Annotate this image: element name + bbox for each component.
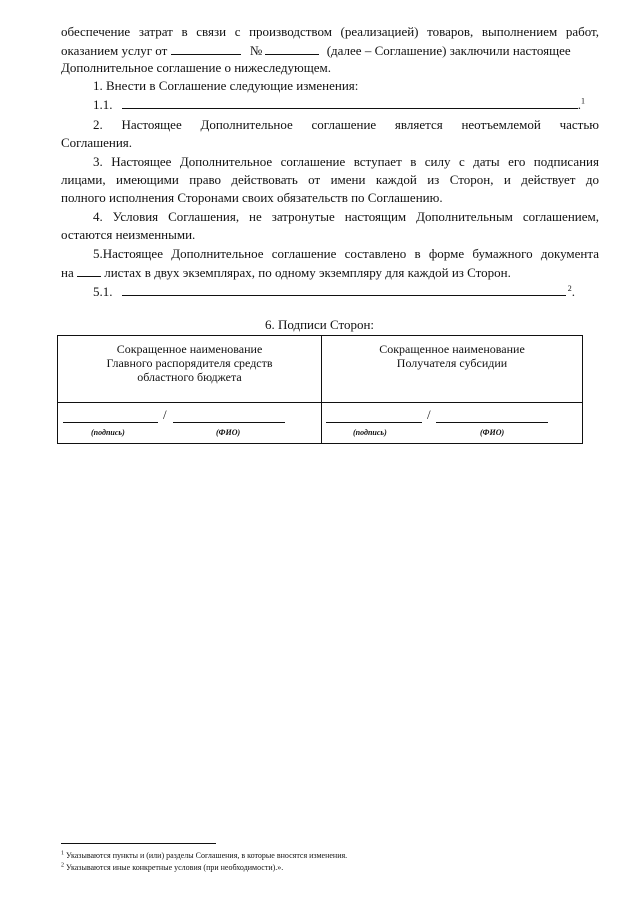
- item-1-1-blank[interactable]: [122, 96, 578, 109]
- right-slash: /: [427, 407, 431, 422]
- item-5-1: [93, 283, 575, 299]
- right-header-line-2: Получателя субсидии: [396, 356, 508, 370]
- right-party-header: [322, 336, 583, 403]
- signatures-table: [57, 335, 583, 444]
- left-header-line-2: Главного распорядителя средств: [106, 356, 273, 370]
- sheets-count-blank[interactable]: [77, 264, 101, 277]
- item-2-line-2: Соглашения.: [61, 135, 133, 150]
- left-caption-signature: (подпись): [91, 428, 125, 437]
- footnote-1-text: Указываются пункты и (или) разделы Соглашения, в которые вносятся изменения.: [66, 851, 348, 860]
- intro-rest: (далее – Соглашение) заключили настоящее: [326, 43, 571, 58]
- item-3-line-1: 3. Настоящее Дополнительное соглашение вступает в силу с даты его подписания: [93, 154, 599, 169]
- item-5-1-label: 5.1.: [93, 284, 113, 299]
- footnote-1: [61, 851, 347, 861]
- item-1-1: [93, 96, 585, 112]
- left-caption-name: (ФИО): [216, 428, 241, 437]
- left-signature-line[interactable]: [63, 411, 158, 423]
- footnote-2-mark: 2: [61, 862, 64, 869]
- intro-line-1: обеспечение затрат в связи с производством (реализацией) товаров, выполнением работ,: [61, 24, 599, 39]
- item-5-line-2: [61, 264, 511, 280]
- intro-line-2: [61, 42, 571, 58]
- footnote-ref-2: 2: [567, 283, 572, 293]
- right-name-line[interactable]: [436, 411, 548, 423]
- right-caption-name: (ФИО): [480, 428, 505, 437]
- footnote-2: [61, 863, 283, 873]
- agreement-number-blank[interactable]: [265, 42, 319, 55]
- intro-line-3: Дополнительное соглашение о нижеследующем.: [61, 60, 331, 75]
- item-3-line-3: полного исполнения Сторонами своих обязательств по Соглашению.: [61, 190, 443, 205]
- item-5-line-1: 5.Настоящее Дополнительное соглашение составлено в форме бумажного документа: [93, 246, 599, 261]
- item-4-line-1: 4. Условия Соглашения, не затронутые настоящим Дополнительным соглашением,: [93, 209, 599, 224]
- item-5-1-period: .: [571, 284, 575, 299]
- left-header-line-1: Сокращенное наименование: [116, 342, 263, 356]
- left-slash: /: [163, 407, 167, 422]
- signatures-title: 6. Подписи Сторон:: [264, 317, 375, 332]
- item-1-1-period: .: [577, 97, 581, 112]
- left-party-header: [58, 336, 322, 403]
- right-header-line-1: Сокращенное наименование: [379, 342, 525, 356]
- left-name-line[interactable]: [173, 411, 285, 423]
- footnote-ref-1: 1: [581, 96, 585, 106]
- item-1: 1. Внести в Соглашение следующие изменения:: [93, 78, 359, 93]
- agreement-date-blank[interactable]: [171, 42, 241, 55]
- item-5-rest: листах в двух экземплярах, по одному экземпляру для каждой из Сторон.: [104, 265, 511, 280]
- right-caption-signature: (подпись): [353, 428, 387, 437]
- item-3-line-2: лицами, имеющими право действовать от имени каждой из Сторон, и действует до: [61, 172, 599, 187]
- footnote-divider: [61, 843, 216, 844]
- right-signature-line[interactable]: [326, 411, 422, 423]
- item-5-on: на: [61, 265, 74, 280]
- number-sign: №: [249, 43, 263, 58]
- left-signature-cell: [58, 403, 322, 444]
- intro-date-label: оказанием услуг от: [61, 43, 168, 58]
- left-header-line-3: областного бюджета: [137, 370, 242, 384]
- footnote-2-text: Указываются иные конкретные условия (при необходимости).».: [66, 863, 284, 872]
- footnote-1-mark: 1: [61, 850, 64, 857]
- item-1-1-label: 1.1.: [93, 97, 113, 112]
- item-5-1-blank[interactable]: [122, 283, 566, 296]
- right-signature-cell: [322, 403, 583, 444]
- item-4-line-2: остаются неизменными.: [61, 227, 196, 242]
- item-2-line-1: 2. Настоящее Дополнительное соглашение является неотъемлемой частью: [93, 117, 599, 132]
